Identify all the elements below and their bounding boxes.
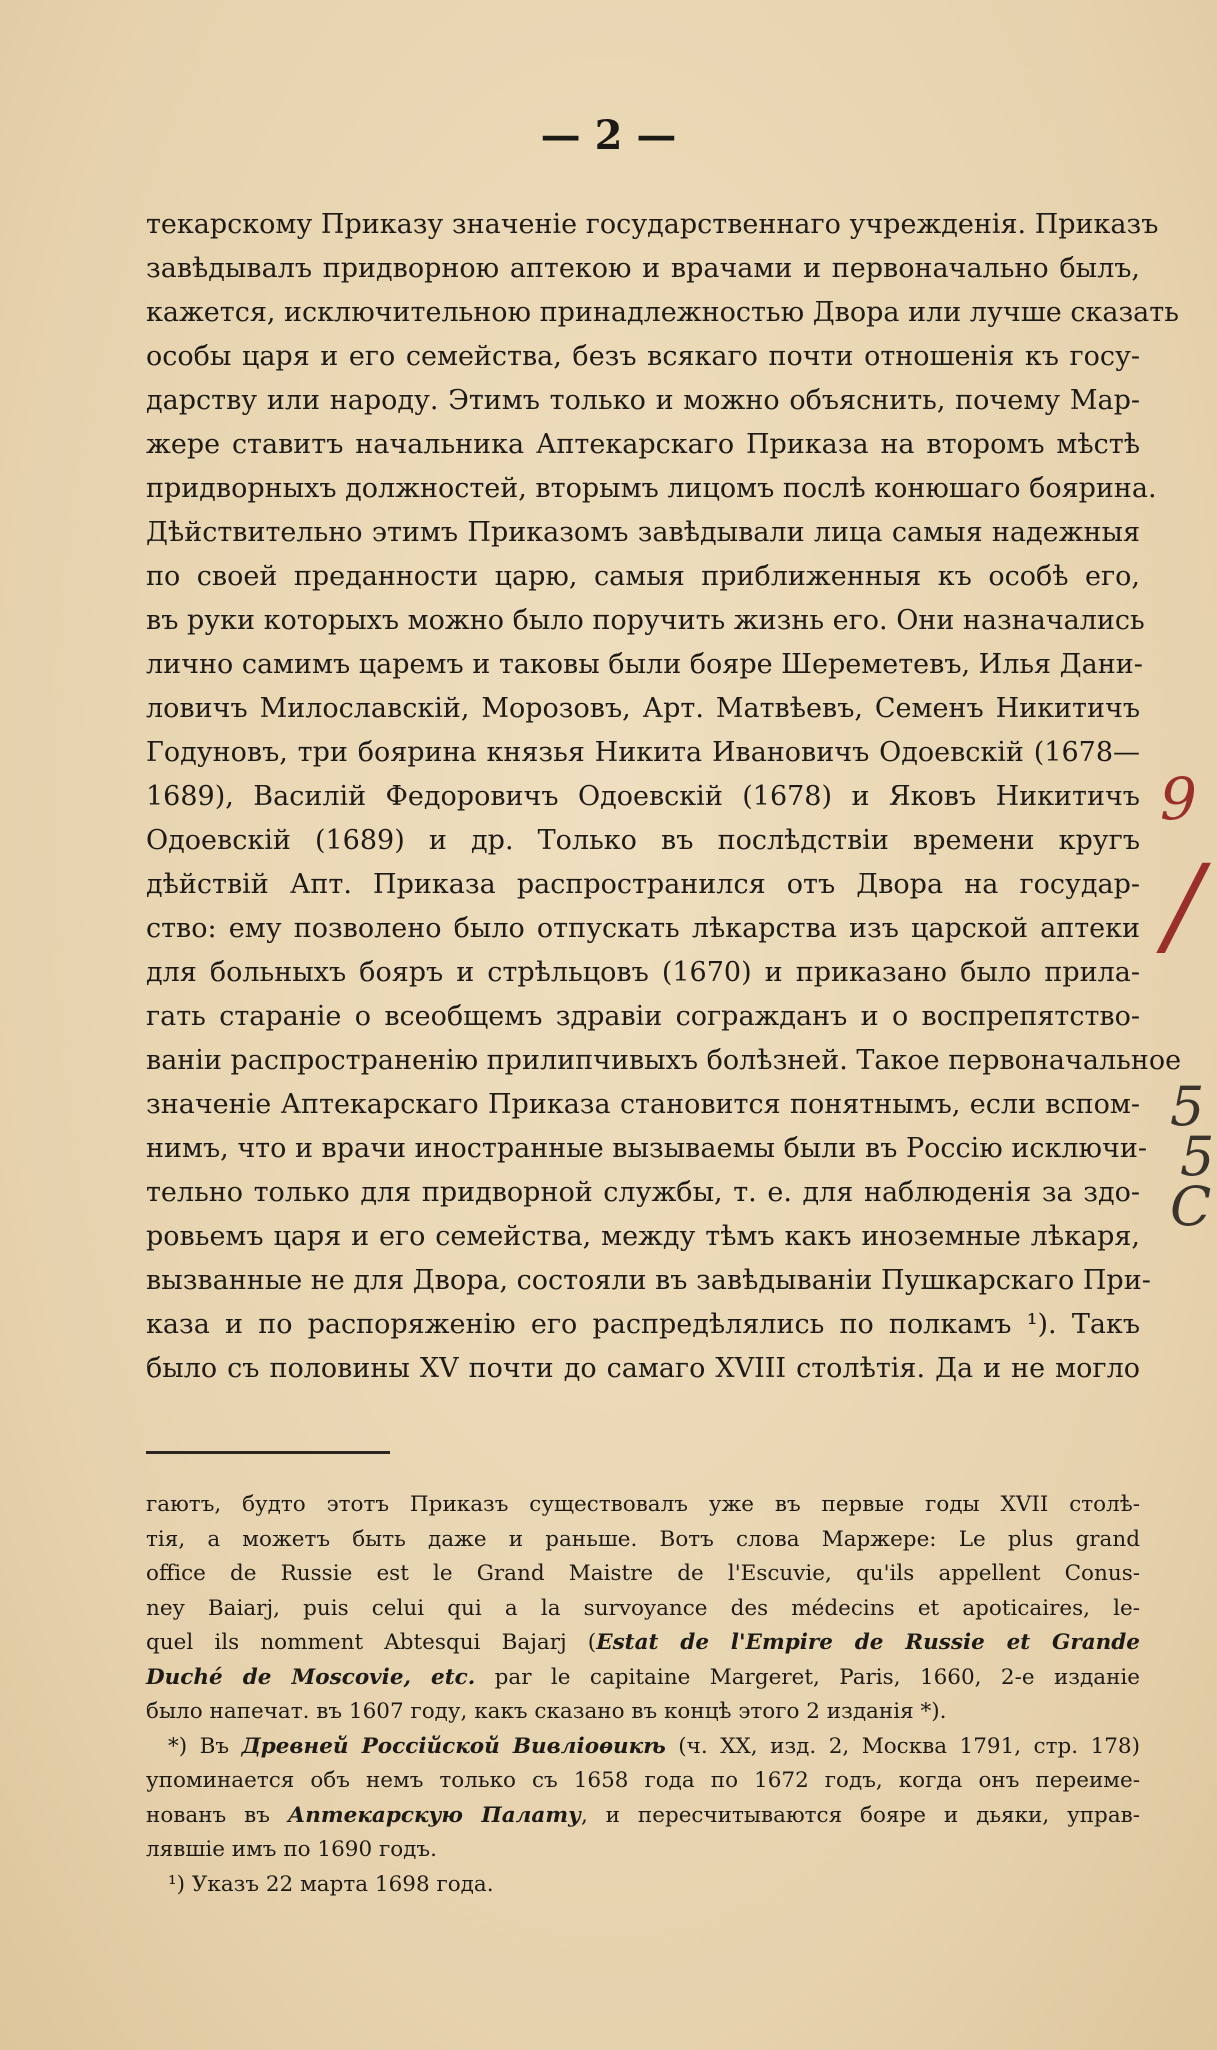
text-line: придворныхъ должностей, вторымъ лицомъ послѣ конюшаго боярина. bbox=[146, 473, 1157, 504]
footnote-line: office de Russie est le Grand Maistre de l'Escuvie, qu'ils appellent Conus- bbox=[146, 1561, 1140, 1586]
footnote-line bbox=[146, 1626, 1140, 1661]
footnotes bbox=[146, 1488, 1140, 1902]
text-line: въ руки которыхъ можно было поручить жизнь его. Они назначались bbox=[146, 605, 1145, 636]
text-line: ство: ему позволено было отпускать лѣкарства изъ царской аптеки bbox=[146, 913, 1140, 944]
footnote-line: тія, а можетъ быть даже и раньше. Вотъ слова Маржере: Le plus grand bbox=[146, 1526, 1140, 1552]
footnote-divider bbox=[146, 1451, 390, 1454]
footnote-line bbox=[146, 1799, 1140, 1834]
footnote-marker: *) Въ bbox=[168, 1733, 242, 1759]
text-line: каза и по распоряженію его распредѣлялись по полкамъ ¹). Такъ bbox=[146, 1309, 1140, 1340]
footnote-text: (ч. XX, изд. 2, Москва 1791, стр. 178) bbox=[665, 1733, 1140, 1759]
text-line: значеніе Аптекарскаго Приказа становится понятнымъ, если вспом- bbox=[146, 1089, 1140, 1120]
footnote-book-title: Estat de l'Empire de Russie et Grande bbox=[596, 1630, 1140, 1655]
pencil-mark: 5 bbox=[1170, 1075, 1205, 1138]
footnote-text: , и пересчитываются бояре и дьяки, управ- bbox=[580, 1802, 1141, 1828]
footnote-line: упоминается объ немъ только съ 1658 года по 1672 годъ, когда онъ переиме- bbox=[146, 1768, 1140, 1793]
text-line: по своей преданности царю, самыя приближенныя къ особѣ его, bbox=[146, 561, 1140, 592]
footnote-text: quel ils nomment Abtesqui Bajarj ( bbox=[146, 1630, 597, 1655]
page-number: — 2 — bbox=[540, 112, 677, 159]
footnote-line: гаютъ, будто этотъ Приказъ существовалъ уже въ первые годы XVII столѣ- bbox=[146, 1492, 1140, 1517]
pencil-mark: 5 bbox=[1180, 1125, 1215, 1188]
footnote-line: было напечат. въ 1607 году, какъ сказано въ концѣ этого 2 изданія *). bbox=[146, 1699, 947, 1724]
footnote-line bbox=[146, 1661, 1140, 1696]
text-line: Одоевскій (1689) и др. Только въ послѣдствіи времени кругъ bbox=[146, 825, 1140, 856]
text-line: 1689), Василій Федоровичъ Одоевскій (1678) и Яковъ Никитичъ bbox=[146, 781, 1140, 812]
footnote-text: нованъ въ bbox=[146, 1802, 288, 1828]
footnote-line: ¹) Указъ 22 марта 1698 года. bbox=[168, 1871, 494, 1897]
text-line: гать стараніе о всеобщемъ здравіи согражданъ и о воспрепятство- bbox=[146, 1001, 1140, 1032]
footnote-line: лявшіе имъ по 1690 годъ. bbox=[146, 1837, 437, 1862]
text-line: лично самимъ царемъ и таковы были бояре Шереметевъ, Илья Дани- bbox=[146, 649, 1143, 680]
text-line: было съ половины XV почти до самаго XVIII столѣтія. Да и не могло bbox=[146, 1353, 1140, 1384]
text-line: Дѣйствительно этимъ Приказомъ завѣдывали лица самыя надежныя bbox=[146, 517, 1140, 548]
footnote-book-title: Аптекарскую Палату bbox=[287, 1802, 581, 1828]
footnote-line bbox=[146, 1730, 1140, 1765]
text-line: нимъ, что и врачи иностранные вызываемы были въ Россію исключи- bbox=[146, 1133, 1147, 1164]
footnote-book-title: Древней Россійской Вивліоѳикѣ bbox=[241, 1733, 666, 1759]
footnote-line: ney Baiarj, puis celui qui a la survoyance des médecins et apoticaires, le- bbox=[146, 1595, 1140, 1621]
text-line: тельно только для придворной службы, т. е. для наблюденія за здо- bbox=[146, 1177, 1140, 1208]
text-line: ваніи распространенію прилипчивыхъ болѣзней. Такое первоначальное bbox=[146, 1045, 1182, 1076]
pencil-mark: C bbox=[1170, 1175, 1212, 1238]
text-line: завѣдывалъ придворною аптекою и врачами и первоначально былъ, bbox=[146, 253, 1140, 284]
text-line: ровьемъ царя и его семейства, между тѣмъ какъ иноземные лѣкаря, bbox=[146, 1221, 1140, 1252]
text-line: ловичъ Милославскій, Морозовъ, Арт. Матвѣевъ, Семенъ Никитичъ bbox=[146, 693, 1140, 724]
main-text-body bbox=[146, 203, 1182, 1391]
red-pencil-mark: 9 bbox=[1160, 765, 1197, 833]
text-line: кажется, исключительною принадлежностью Двора или лучше сказать bbox=[146, 297, 1179, 328]
footnote-book-title: Duché de Moscovie, etc. bbox=[146, 1664, 476, 1690]
text-line: вызванные не для Двора, состояли въ завѣдываніи Пушкарскаго При- bbox=[146, 1265, 1151, 1296]
text-line: текарскому Приказу значеніе государственнаго учрежденія. Приказъ bbox=[146, 209, 1159, 240]
text-line: жере ставитъ начальника Аптекарскаго Приказа на второмъ мѣстѣ bbox=[146, 429, 1140, 460]
text-line: Годуновъ, три боярина князья Никита Ивановичъ Одоевскій (1678— bbox=[146, 737, 1140, 768]
text-line: для больныхъ бояръ и стрѣльцовъ (1670) и приказано было прила- bbox=[146, 957, 1140, 988]
text-line: дѣйствій Апт. Приказа распространился отъ Двора на государ- bbox=[146, 869, 1140, 900]
text-line: особы царя и его семейства, безъ всякаго почти отношенія къ госу- bbox=[146, 341, 1140, 372]
red-pencil-mark: / bbox=[1165, 841, 1203, 969]
footnote-text: par le capitaine Margeret, Paris, 1660, 2-е изданіе bbox=[475, 1664, 1141, 1690]
text-line: дарству или народу. Этимъ только и можно объяснить, почему Мар- bbox=[146, 385, 1140, 416]
